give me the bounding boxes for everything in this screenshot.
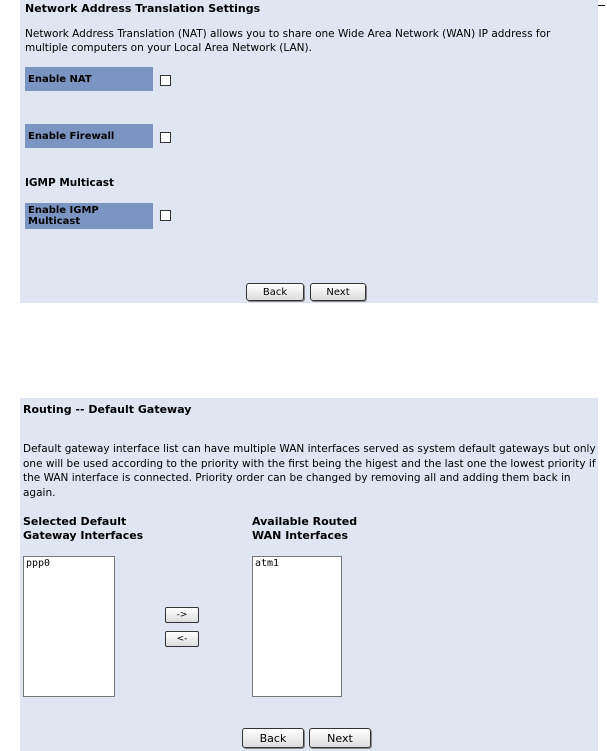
nat-back-button[interactable]: Back — [246, 283, 304, 301]
nat-title: Network Address Translation Settings — [25, 2, 261, 15]
enable-nat-checkbox[interactable] — [160, 75, 171, 86]
list-item[interactable]: atm1 — [255, 558, 280, 569]
nat-settings-panel — [20, 0, 598, 303]
selected-interfaces-listbox[interactable] — [23, 556, 115, 697]
routing-title: Routing -- Default Gateway — [23, 403, 192, 416]
enable-firewall-label: Enable Firewall — [25, 124, 153, 148]
nat-description: Network Address Translation (NAT) allows you to share one Wide Area Network (WAN) IP address for multiple computers on your Local Area Network (LAN). — [25, 28, 551, 54]
enable-nat-label: Enable NAT — [25, 67, 153, 91]
add-interface-button[interactable]: -> — [165, 607, 199, 623]
available-interfaces-heading: Available Routed WAN Interfaces — [252, 515, 358, 542]
igmp-heading: IGMP Multicast — [25, 177, 115, 189]
enable-firewall-checkbox[interactable] — [160, 132, 171, 143]
routing-next-button[interactable]: Next — [309, 728, 371, 748]
routing-default-gateway-panel — [20, 398, 598, 751]
available-interfaces-listbox[interactable] — [252, 556, 342, 697]
selected-interfaces-heading: Selected Default Gateway Interfaces — [23, 515, 144, 542]
nat-next-button[interactable]: Next — [310, 283, 366, 301]
routing-description: Default gateway interface list can have multiple WAN interfaces served as system default gateways but only one will be used according to the priority with the first being the higest and the last one the lowest priority if the WAN interface is connected. Priority order can be changed by removing all and adding them back in again. — [23, 443, 596, 499]
list-item[interactable]: ppp0 — [26, 558, 51, 569]
routing-back-button[interactable]: Back — [242, 728, 304, 748]
enable-igmp-label: Enable IGMP Multicast — [25, 203, 153, 229]
remove-interface-button[interactable]: <- — [165, 631, 199, 647]
window-edge-mark — [597, 5, 605, 6]
enable-igmp-checkbox[interactable] — [160, 210, 171, 221]
